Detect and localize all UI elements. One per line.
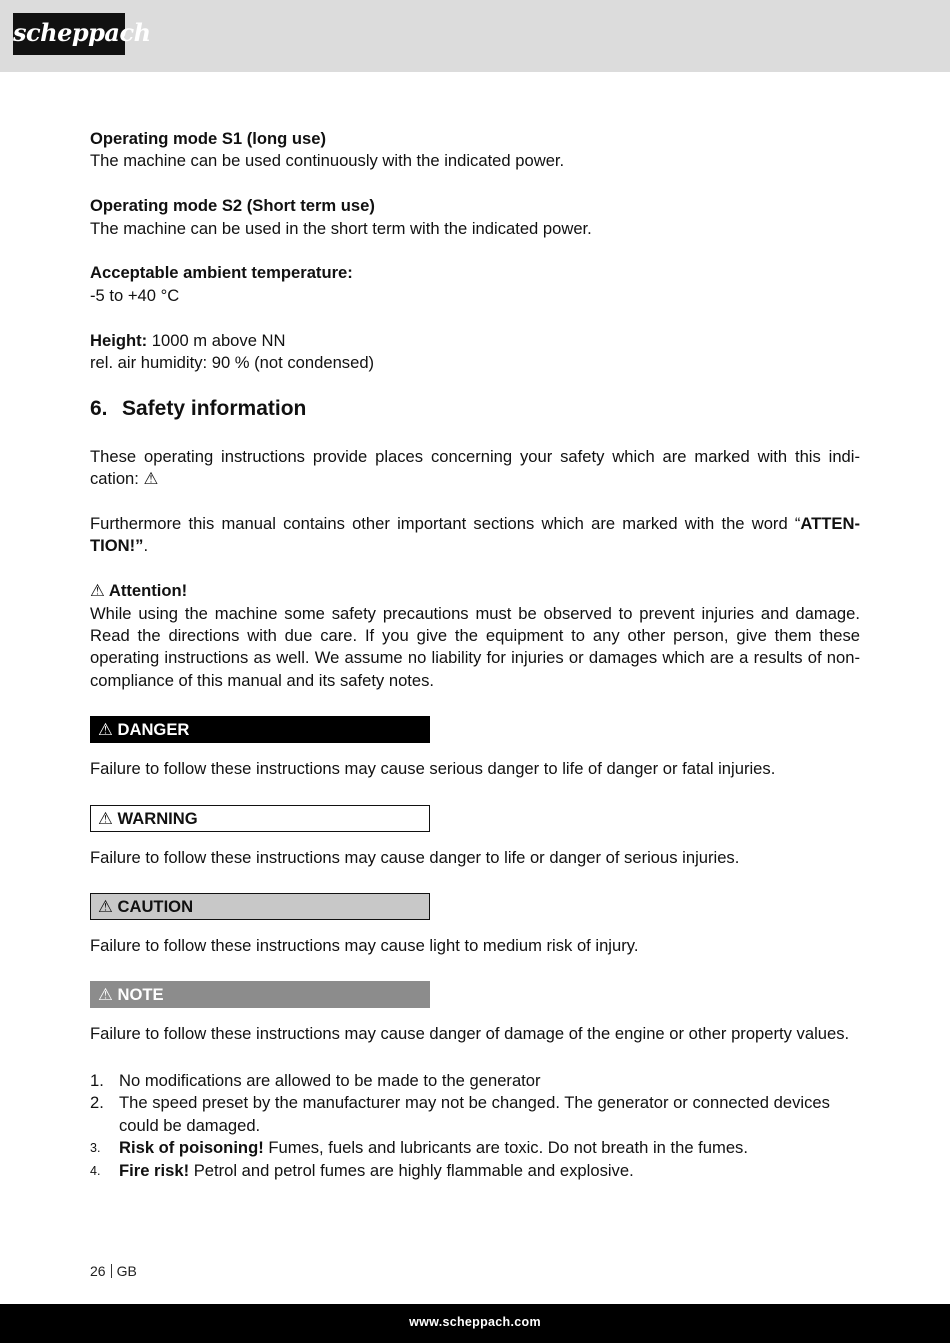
intro-paragraph-1: These operating instructions provide places concerning your safety which are marked with this indi-cation: ⚠ [90, 446, 860, 489]
list-text: Petrol and petrol fumes are highly flammable and explosive. [189, 1160, 634, 1180]
intro-p2-prefix: Furthermore this manual contains other important sections which are marked with the word “ [90, 514, 801, 534]
footer-url: www.scheppach.com [409, 1315, 541, 1329]
attention-title: ⚠ Attention! [90, 581, 188, 601]
section-title: Safety information [122, 396, 307, 420]
page-number-value: 26 [90, 1263, 106, 1279]
list-bold: Fire risk! [119, 1160, 190, 1180]
note-text: Failure to follow these instructions may cause danger of damage of the engine or other property values. [90, 1024, 850, 1044]
mode-s1 [90, 128, 860, 173]
intro-p2-suffix: . [143, 536, 149, 556]
danger-label: ⚠ DANGER [90, 716, 430, 743]
attention-text: While using the machine some safety precautions must be observed to prevent injuries and damage. Read the directions with due care. If you give the equipment to any other person, give them these operating instructions as well. We assume no liability for injuries or damages which are a results of non-compliance of this manual and its safety notes. [90, 603, 860, 690]
mode-s1-title: Operating mode S1 (long use) [90, 129, 327, 148]
list-bold: Risk of poisoning! [119, 1138, 264, 1158]
height-info [90, 330, 860, 375]
section-heading [90, 396, 860, 422]
list-text: Fumes, fuels and lubricants are toxic. Do not breath in the fumes. [263, 1138, 748, 1158]
list-item [90, 1137, 860, 1159]
list-text: The speed preset by the manufacturer may not be changed. The generator or connected devices could be damaged. [119, 1093, 830, 1135]
mode-s1-text: The machine can be used continuously with the indicated power. [90, 151, 565, 171]
page-divider [111, 1264, 112, 1278]
list-number: 2. [90, 1093, 104, 1113]
ambient-title: Acceptable ambient temperature: [90, 263, 353, 283]
humidity-text: rel. air humidity: 90 % (not condensed) [90, 353, 375, 373]
caution-label: ⚠ CAUTION [90, 893, 430, 920]
list-text: No modifications are allowed to be made to the generator [119, 1070, 541, 1090]
list-number: 3. [90, 1141, 101, 1156]
warning-label: ⚠ WARNING [90, 805, 430, 832]
list-number: 1. [90, 1070, 104, 1090]
list-item [90, 1070, 860, 1092]
ambient-temperature [90, 262, 860, 307]
page-language: GB [116, 1263, 137, 1279]
mode-s2-title: Operating mode S2 (Short term use) [90, 196, 375, 216]
height-label: Height: [90, 330, 148, 350]
page-number [90, 1263, 137, 1279]
brand-logo: scheppach [13, 13, 125, 55]
mode-s2-text: The machine can be used in the short term with the indicated power. [90, 218, 592, 238]
safety-list [90, 1070, 860, 1182]
danger-text: Failure to follow these instructions may cause serious danger to life of danger or fatal injuries. [90, 759, 776, 779]
attention-block [90, 580, 860, 692]
page-content [90, 128, 860, 1182]
ambient-value: -5 to +40 °C [90, 285, 180, 305]
mode-s2 [90, 195, 860, 240]
page-footer [0, 1304, 950, 1343]
list-item [90, 1092, 860, 1137]
intro-paragraph-2 [90, 513, 860, 558]
list-item [90, 1160, 860, 1182]
note-label: ⚠ NOTE [90, 981, 430, 1008]
section-number: 6. [90, 396, 108, 420]
caution-text: Failure to follow these instructions may cause light to medium risk of injury. [90, 936, 639, 956]
intro-p2-bold: ATTEN-TION!” [90, 514, 860, 556]
list-number: 4. [90, 1163, 101, 1178]
page-header [0, 0, 950, 72]
height-value: 1000 m above NN [147, 330, 286, 350]
warning-text: Failure to follow these instructions may cause danger to life or danger of serious injuries. [90, 847, 740, 867]
